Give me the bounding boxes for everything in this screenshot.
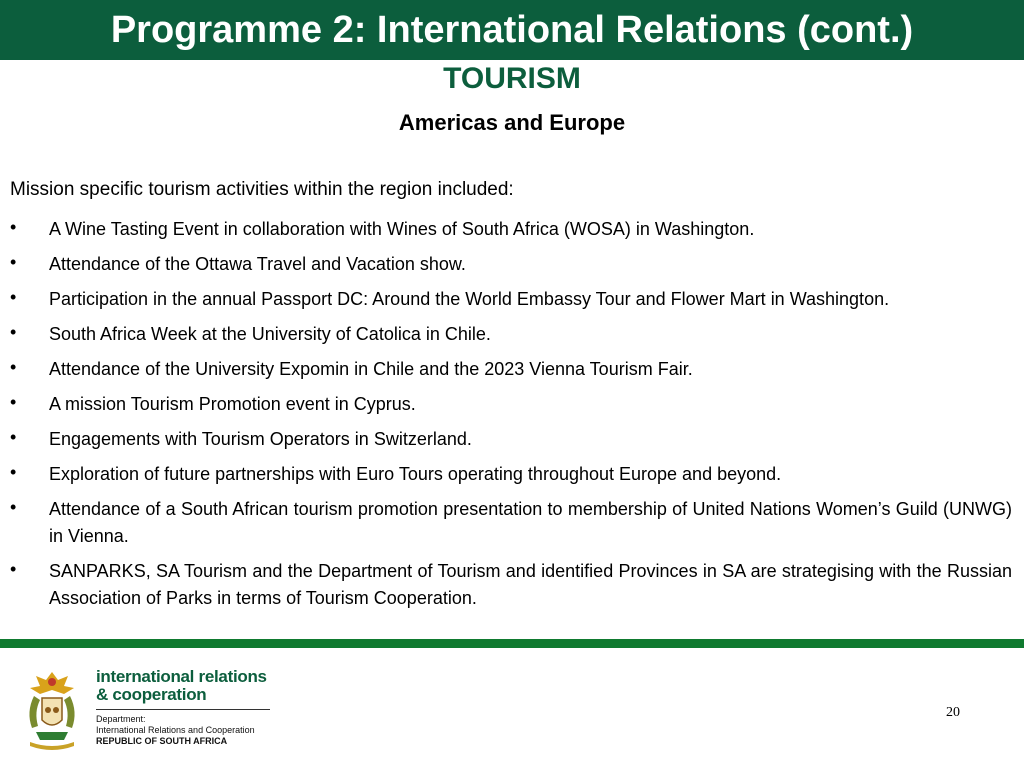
bullet-icon: • bbox=[10, 462, 17, 482]
bullet-icon: • bbox=[10, 287, 17, 307]
bullet-text: Engagements with Tourism Operators in Switzerland. bbox=[49, 429, 472, 449]
slide-title: Programme 2: International Relations (cont.) bbox=[110, 8, 914, 51]
bullet-item bbox=[10, 356, 1012, 383]
bullet-item bbox=[10, 216, 1012, 243]
bullet-item bbox=[10, 391, 1012, 418]
title-bar bbox=[0, 0, 1024, 60]
bullet-icon: • bbox=[10, 252, 17, 272]
bullet-item bbox=[10, 496, 1012, 550]
bullet-text: Exploration of future partnerships with Euro Tours operating throughout Europe and beyond. bbox=[49, 464, 782, 484]
department-logo-text bbox=[96, 668, 276, 747]
bullet-text: A Wine Tasting Event in collaboration with Wines of South Africa (WOSA) in Washington. bbox=[49, 219, 755, 239]
dept-full-name: International Relations and Cooperation bbox=[96, 725, 255, 735]
bullet-item bbox=[10, 461, 1012, 488]
dept-name-line2: & cooperation bbox=[96, 685, 207, 704]
bullet-icon: • bbox=[10, 497, 17, 517]
bullet-text: Attendance of the University Expomin in Chile and the 2023 Vienna Tourism Fair. bbox=[49, 359, 693, 379]
dept-label: Department: bbox=[96, 714, 146, 724]
bullet-icon: • bbox=[10, 322, 17, 342]
region-heading: Americas and Europe bbox=[398, 110, 626, 135]
bullet-icon: • bbox=[10, 357, 17, 377]
bullet-text: SANPARKS, SA Tourism and the Department of Tourism and identified Provinces in SA are strategising with the Russian Association of Parks in terms of Tourism Cooperation. bbox=[49, 561, 1012, 608]
bullet-text: Attendance of a South African tourism promotion presentation to membership of United Nations Women’s Guild (UNWG) in Vienna. bbox=[49, 499, 1012, 546]
bullet-icon: • bbox=[10, 392, 17, 412]
bullet-text: A mission Tourism Promotion event in Cyprus. bbox=[49, 394, 416, 414]
bullet-item bbox=[10, 251, 1012, 278]
footer-divider bbox=[0, 639, 1024, 648]
bullet-list bbox=[10, 216, 1012, 620]
dept-divider bbox=[96, 709, 270, 710]
section-heading: TOURISM bbox=[443, 62, 581, 95]
bullet-icon: • bbox=[10, 427, 17, 447]
bullet-text: Participation in the annual Passport DC: Around the World Embassy Tour and Flower Mart in Washington. bbox=[49, 289, 890, 309]
bullet-text: Attendance of the Ottawa Travel and Vacation show. bbox=[49, 254, 466, 274]
bullet-text: South Africa Week at the University of Catolica in Chile. bbox=[49, 324, 491, 344]
bullet-icon: • bbox=[10, 217, 17, 237]
intro-text: Mission specific tourism activities within the region included: bbox=[10, 179, 514, 200]
bullet-item bbox=[10, 286, 1012, 313]
bullet-icon: • bbox=[10, 559, 17, 579]
bullet-item bbox=[10, 321, 1012, 348]
dept-name-line1: international relations bbox=[96, 667, 267, 686]
bullet-item bbox=[10, 426, 1012, 453]
page-number: 20 bbox=[946, 705, 960, 720]
country-name: REPUBLIC OF SOUTH AFRICA bbox=[96, 736, 228, 746]
bullet-item bbox=[10, 558, 1012, 612]
coat-of-arms-icon bbox=[22, 668, 82, 750]
